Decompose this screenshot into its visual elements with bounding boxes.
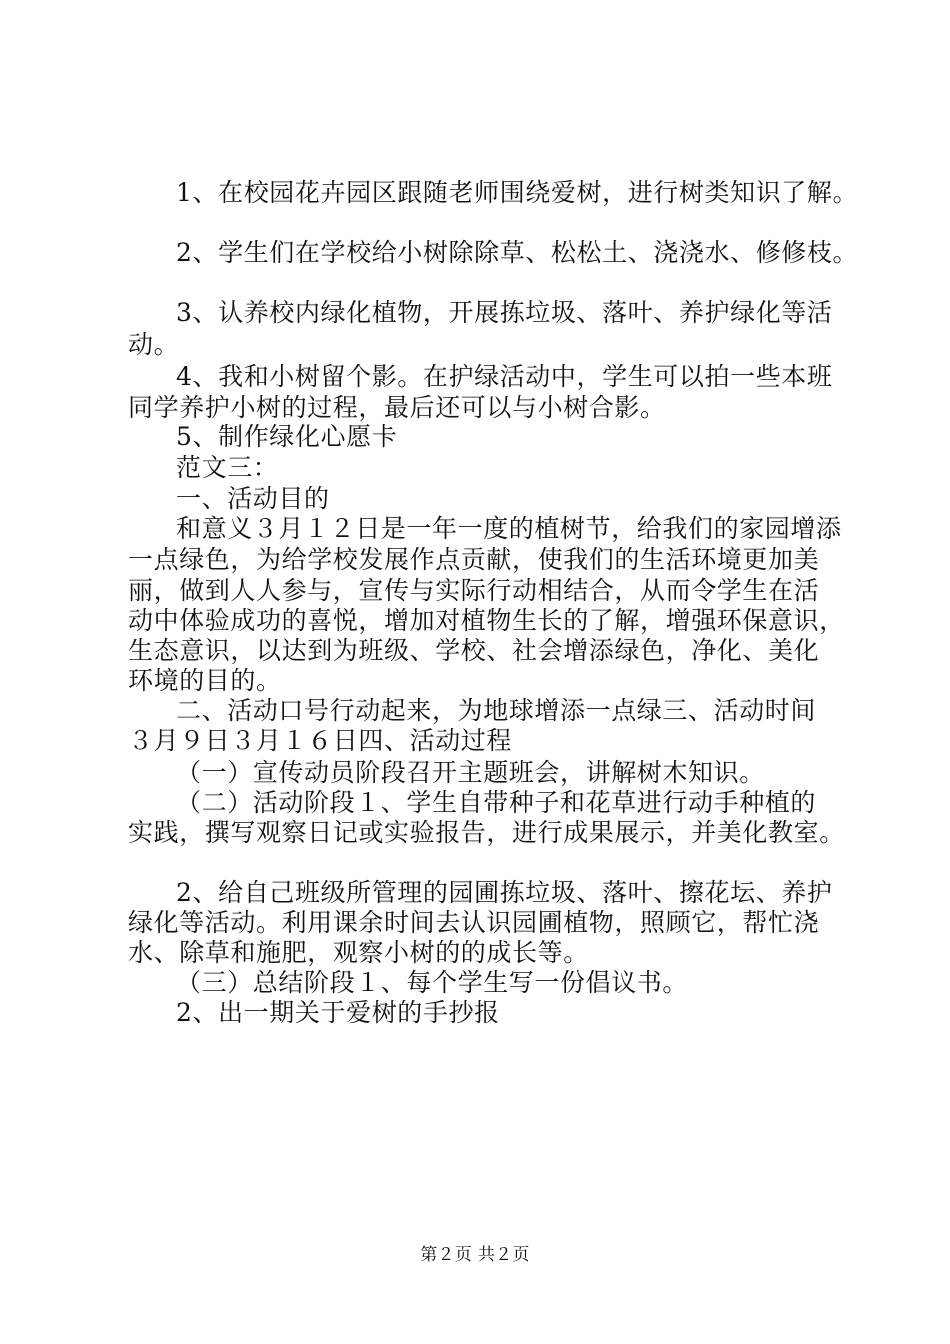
paragraph-line: 2、学生们在学校给小树除除草、松松土、浇浇水、修修枝。 (176, 238, 859, 267)
section-heading: 一、活动目的 (176, 484, 330, 513)
paragraph-line: 2、给自己班级所管理的园圃拣垃圾、落叶、擦花坛、养护 (176, 878, 833, 907)
paragraph-line: 生态意识，以达到为班级、学校、社会增添绿色，净化、美化 (128, 636, 820, 665)
paragraph-line: 水、除草和施肥，观察小树的的成长等。 (128, 938, 589, 967)
paragraph-line: 1、在校园花卉园区跟随老师围绕爱树，进行树类知识了解。 (176, 178, 859, 207)
paragraph-line: 动。 (128, 330, 180, 359)
paragraph-line: 实践，撰写观察日记或实验报告，进行成果展示，并美化教室。 (128, 818, 845, 847)
paragraph-line: （二）活动阶段１、学生自带种子和花草进行动手种植的 (176, 788, 817, 817)
paragraph-line: 环境的目的。 (128, 666, 282, 695)
paragraph-line: 2、出一期关于爱树的手抄报 (176, 998, 500, 1027)
paragraph-line: 4、我和小树留个影。在护绿活动中，学生可以拍一些本班 (176, 362, 833, 391)
paragraph-line: 丽，做到人人参与，宣传与实际行动相结合，从而令学生在活 (128, 576, 820, 605)
paragraph-line: （一）宣传动员阶段召开主题班会，讲解树木知识。 (176, 758, 765, 787)
paragraph-line: 3、认养校内绿化植物，开展拣垃圾、落叶、养护绿化等活 (176, 298, 833, 327)
paragraph-line: 绿化等活动。利用课余时间去认识园圃植物，照顾它，帮忙浇 (128, 908, 820, 937)
paragraph-line: 动中体验成功的喜悦，增加对植物生长的了解，增强环保意识， (128, 606, 845, 635)
paragraph-line: ３月９日３月１６日四、活动过程 (128, 726, 513, 755)
paragraph-line: 同学养护小树的过程，最后还可以与小树合影。 (128, 393, 666, 422)
paragraph-line: （三）总结阶段１、每个学生写一份倡议书。 (176, 968, 689, 997)
paragraph-line: 一点绿色，为给学校发展作点贡献，使我们的生活环境更加美 (128, 545, 820, 574)
page-number-footer: 第２页 共２页 (420, 1245, 530, 1265)
paragraph-line: 二、活动口号行动起来，为地球增添一点绿三、活动时间 (176, 696, 817, 725)
paragraph-line: 和意义３月１２日是一年一度的植树节，给我们的家园增添 (176, 514, 842, 543)
section-heading: 范文三： (176, 453, 279, 482)
paragraph-line: 5、制作绿化心愿卡 (176, 422, 398, 451)
